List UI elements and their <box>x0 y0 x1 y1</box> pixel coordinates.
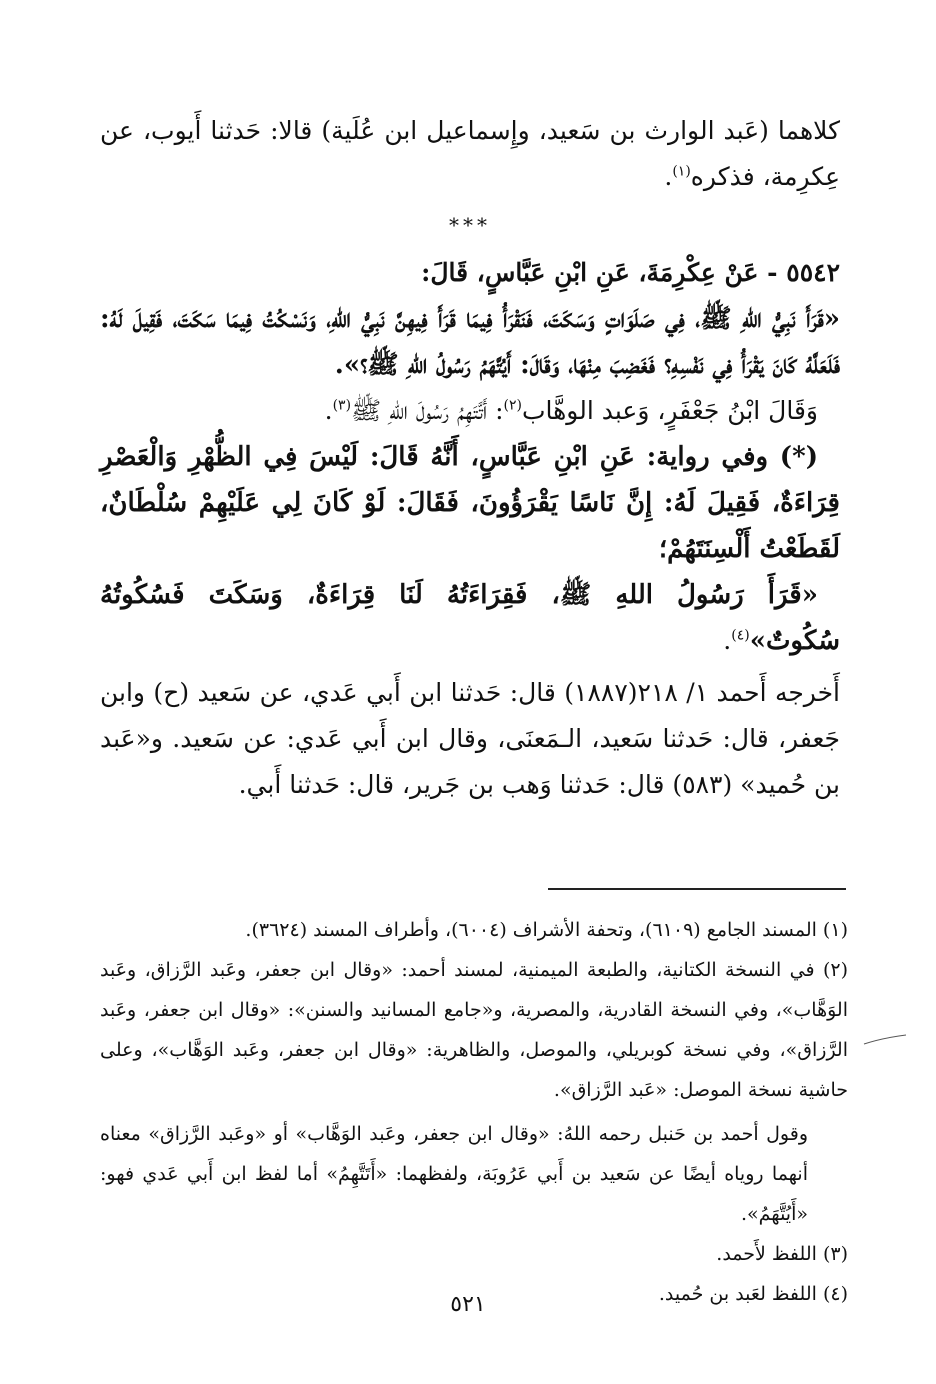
hadith-number: ٥٥٤٢ <box>786 258 840 287</box>
takhrij-paragraph: أَخرجه أَحمد ١/ ٢١٨(١٨٨٧) قال: حَدثنا ابن أَبي عَدي، عن سَعيد (ح) وابن جَعفر، قال: حَدثنا سَعيد، الـمَعنَى، وقال ابن أَبي عَدي: عن سَعيد. و«عَبد بن حُميد» (٥٨٣) قال: حَدثنا وَهب بن جَرير، قال: حَدثنا أَبي. <box>100 678 840 799</box>
footnote-ref-3[interactable]: (٣) <box>332 397 352 414</box>
saying-part-a: وَقَالَ ابْنُ جَعْفَرٍ، وَعبد الوهَّاب <box>521 396 818 425</box>
hadith-heading <box>100 250 840 296</box>
footnote-ref-1[interactable]: (١) <box>672 163 691 180</box>
quote-2-end: . <box>723 626 732 655</box>
intro-paragraph <box>100 108 840 200</box>
hadith-chain: - عَنْ عِكْرِمَةَ، عَنِ ابْنِ عَبَّاسٍ، قَالَ: <box>421 258 778 287</box>
footnotes <box>100 910 848 1314</box>
hadith-quote-2: «قَرَأَ رَسُولُ اللهِ ﷺ، فَقِرَاءَتُهُ لَنَا قِرَاءَةٌ، وَسَكَتَ فَسُكُوتُهُ سُكُوتٌ» <box>100 580 840 656</box>
saying-paragraph <box>100 388 840 434</box>
section-separator: *** <box>449 213 491 237</box>
hadith-quote-2-paragraph <box>100 572 840 664</box>
footnote-ref-4[interactable]: (٤) <box>731 627 750 644</box>
hadith-quote-1: «قَرَأَ نَبِيُّ اللهِ ﷺ، فِي صَلَوَاتٍ وَسَكَتَ، فَنَقْرَأُ فِيمَا قَرَأَ فِيهِنَّ نَبِيُّ اللهِ، وَنَسْكُتُ فِيمَا سَكَتَ، فَقِيلَ لَهُ: فَلَعَلَّهُ كَانَ يَقْرَأُ فِي نَفْسِهِ؟ فَغَضِبَ مِنْهَا، وَقَالَ: أَيُتَّهَمُ رَسُولُ اللهِ ﷺ؟». <box>100 304 840 380</box>
footnote-divider <box>548 888 846 890</box>
page-number: ٥٢١ <box>450 1292 486 1317</box>
footnote-4: (٤) اللفظ لعَبد بن حُميد. <box>658 1283 848 1305</box>
footnote-2-continuation: وقول أحمد بن حَنبل رحمه اللهُ: «وقال ابن جعفر، وعَبد الوَهَّاب» أو «وعَبد الرَّزاق» معناه أنهما روياه أيضًا عن سَعيد بن أَبي عَرُوبَة، ولفظهما: «أَتَتَّهِمُ» أما لفظ ابن أَبي عَدي فهو: «أَيُتَّهَمُ». <box>100 1123 808 1225</box>
footnote-1: (١) المسند الجامع (٦١٠٩)، وتحفة الأشراف (٦٠٠٤)، وأطراف المسند (٣٦٢٤). <box>245 919 848 941</box>
intro-text: كلاهما (عَبد الوارث بن سَعيد، وإِسماعيل ابن عُلَية) قالا: حَدثنا أَيوب، عن عِكرِمة، فذكره <box>100 116 840 191</box>
footnote-3: (٣) اللفظ لأَحمد. <box>716 1243 848 1265</box>
saying-part-b: : أَتَّتَهِمُ رَسُولَ اللهِ ﷺ <box>351 396 504 425</box>
footnote-2: (٢) في النسخة الكتانية، والطبعة الميمنية، لمسند أحمد: «وقال ابن جعفر، وعَبد الرَّزاق، وعَبد الوَهَّاب»، وفي النسخة القادرية، والمصرية، و«جامع المسانيد والسنن»: «وقال ابن جعفر، وعَبد الرَّزاق»، وفي نسخة كوبريلي، والموصل، والظاهرية: «وقال ابن جعفر، وعَبد الوَهَّاب»، وعلى حاشية نسخة الموصل: «عَبد الرَّزاق». <box>100 959 848 1101</box>
footnote-ref-2[interactable]: (٢) <box>503 397 522 414</box>
saying-end: . <box>324 396 333 425</box>
intro-end: . <box>664 162 673 191</box>
margin-pen-stroke <box>862 1034 908 1046</box>
main-text <box>100 108 840 808</box>
riwaya-paragraph: (*) وفي رواية: عَنِ ابْنِ عَبَّاسٍ، أَنَّهُ قَالَ: لَيْسَ فِي الظُّهْرِ وَالْعَصْرِ قِرَاءَةٌ، فَقِيلَ لَهُ: إِنَّ نَاسًا يَقْرَؤُونَ، فَقَالَ: لَوْ كَانَ لِي عَلَيْهِمْ سُلْطَانٌ، لَقَطَعْتُ أَلْسِنَتَهُمْ؛ <box>100 442 840 564</box>
